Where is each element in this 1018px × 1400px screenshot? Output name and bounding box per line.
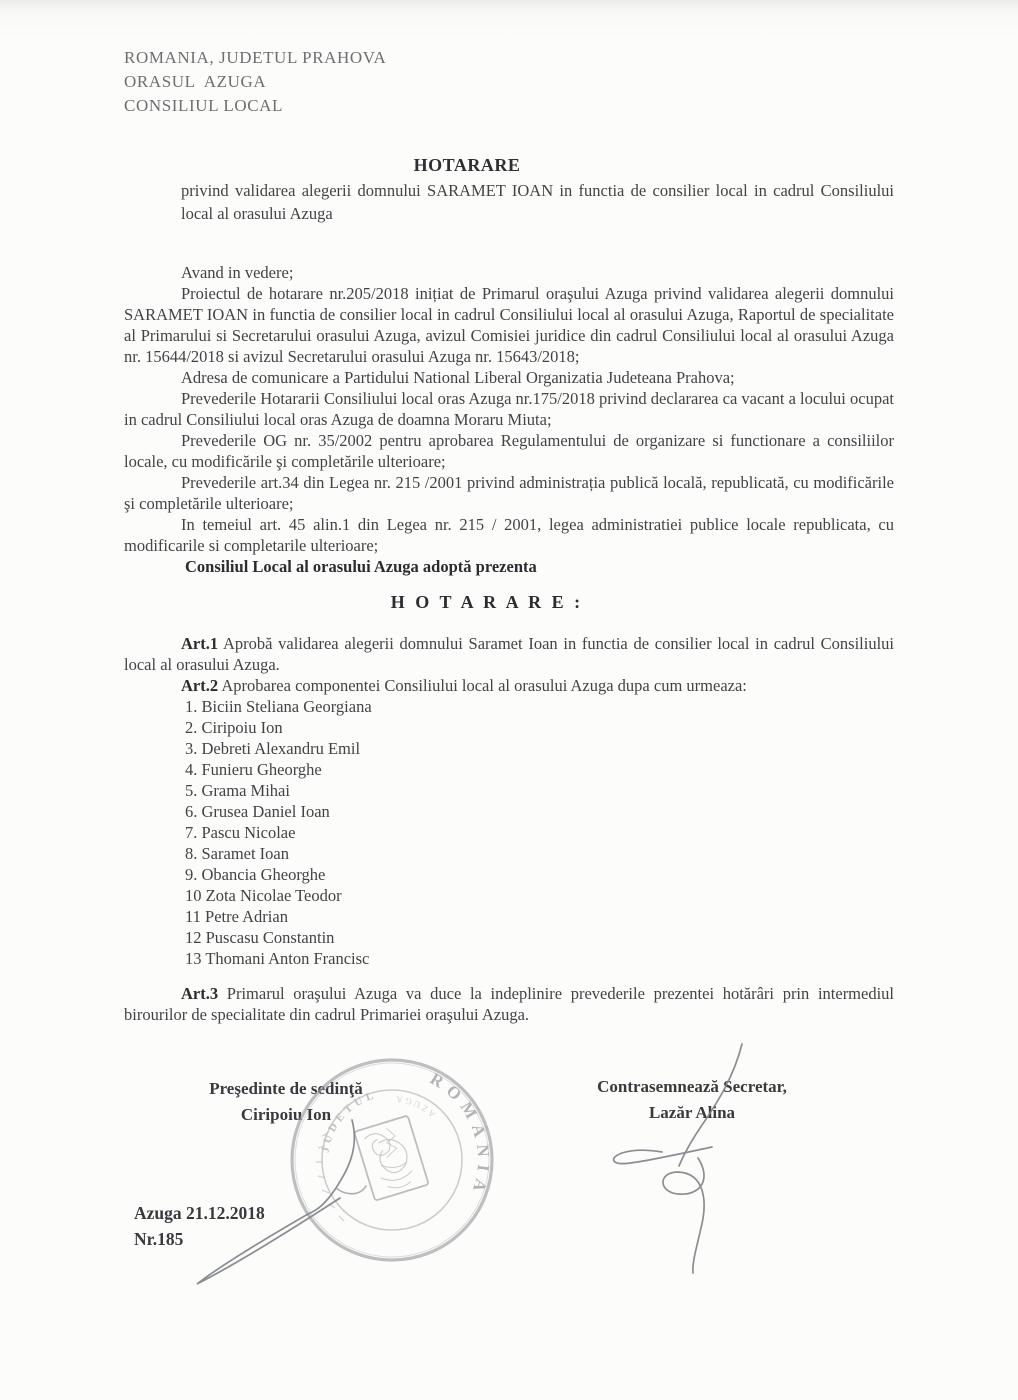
council-member-row: 5. Grama Mihai [185, 781, 290, 800]
issuer-header [124, 46, 894, 118]
council-member-row: 3. Debreti Alexandru Emil [185, 739, 361, 758]
article-2-label: Art.2 [181, 676, 219, 695]
council-member-row: 10 Zota Nicolae Teodor [185, 886, 342, 905]
council-member-row: 8. Saramet Ioan [185, 844, 290, 863]
preamble-item: Adresa de comunicare a Partidului National Liberal Organizatia Judeteana Prahova; [181, 368, 735, 387]
svg-text:ROMÂNIA [427, 1069, 494, 1201]
preamble-item: Proiectul de hotarare nr.205/2018 inițiat de Primarul oraşului Azuga privind validarea alegerii domnului SARAMET IOAN in functia de consilier local in cadrul Consiliului local al orasului Azuga, Raportul de specialitate al Primarului si Secretarului orasului Azuga, avizul Comisiei juridice din cadrul Consiliului local al orasului Azuga nr. 15644/2018 si avizul Secretarului orasului Azuga nr. 15643/2018; [124, 284, 894, 366]
issuer-city-line: ORASUL AZUGA [124, 72, 267, 91]
president-name: Ciripoiu Ion [240, 1105, 332, 1124]
council-member-row: 6. Grusea Daniel Ioan [185, 802, 330, 821]
article-1-label: Art.1 [181, 634, 219, 653]
council-member-row: 13 Thomani Anton Francisc [185, 949, 370, 968]
stamp-county-text: JUDETUL [319, 1088, 379, 1154]
article-3-label: Art.3 [181, 984, 219, 1003]
president-role-label: Preşedinte de sedinţă [209, 1079, 363, 1098]
council-member-row: 1. Biciin Steliana Georgiana [185, 697, 372, 716]
svg-text:AZUGA [393, 1094, 437, 1120]
secretary-signature-block [572, 1074, 812, 1126]
decision-heading: H O T A R A R E : [390, 592, 584, 612]
article-2 [124, 675, 894, 696]
article-2-text: Aprobarea componentei Consiliului local al orasului Azuga dupa cum urmeaza: [221, 676, 747, 695]
decision-number: Nr.185 [134, 1229, 184, 1249]
svg-text:JUDETUL [309, 1089, 387, 1156]
date-number-block [134, 1200, 265, 1252]
article-1 [124, 633, 894, 675]
article-3-text: Primarul oraşului Azuga va duce la indeplinire prevederile prezentei hotărâri prin intermediul birourilor de specialitate din cadrul Primariei oraşului Azuga. [124, 984, 895, 1024]
council-members-list [185, 696, 894, 969]
enactment-line: Consiliul Local al orasului Azuga adoptă prezenta [185, 557, 537, 576]
stamp-coat-of-arms [354, 1115, 429, 1200]
secretary-signature-flourish [663, 1158, 704, 1273]
official-round-stamp [284, 1052, 500, 1268]
document-body [124, 46, 894, 1025]
preamble-item: Prevederile Hotararii Consiliului local oras Azuga nr.175/2018 privind declararea ca vacant a locului ocupat in cadrul Consiliului local oras Azuga de doamna Moraru Miuta; [124, 389, 894, 429]
council-member-row: 12 Puscasu Constantin [185, 928, 335, 947]
preamble-intro: Avand in vedere; [181, 263, 294, 282]
council-member-row: 4. Funieru Gheorghe [185, 760, 322, 779]
secretary-role-label: Contrasemnează Secretar, [597, 1077, 787, 1096]
secretary-signature-strike [614, 1147, 712, 1164]
place-date: Azuga 21.12.2018 [134, 1203, 265, 1223]
council-member-row: 9. Obancia Gheorghe [185, 865, 326, 884]
council-member-row: 11 Petre Adrian [185, 907, 288, 926]
preamble-item: Prevederile OG nr. 35/2002 pentru aprobarea Regulamentului de organizare si functionare a consiliilor locale, cu modificările şi completările ulterioare; [124, 431, 894, 471]
council-member-row: 7. Pascu Nicolae [185, 823, 296, 842]
council-member-row: 2. Ciripoiu Ion [185, 718, 283, 737]
secretary-name: Lazăr Alina [648, 1103, 736, 1122]
document-title: HOTARARE [413, 155, 521, 175]
stamp-city-text: AZUGA [392, 1093, 438, 1120]
issuer-council-line: CONSILIUL LOCAL [124, 96, 283, 115]
preamble-item: In temeiul art. 45 alin.1 din Legea nr. 215 / 2001, legea administratiei publice locale republicata, cu modificarile si completarile ulterioare; [124, 515, 894, 555]
issuer-country-line: ROMANIA, JUDETUL PRAHOVA [124, 48, 387, 67]
stamp-country-text: ROMÂNIA [426, 1068, 494, 1201]
preamble-item: Prevederile art.34 din Legea nr. 215 /2001 privind administrația publică locală, republicată, cu modificările şi completările ulterioare; [124, 473, 894, 513]
article-1-text: Aprobă validarea alegerii domnului Saramet Ioan in functia de consilier local in cadrul Consiliului local al orasului Azuga. [124, 634, 895, 674]
preamble-section [124, 262, 894, 577]
article-3 [124, 983, 894, 1025]
document-subtitle: privind validarea alegerii domnului SARAMET IOAN in functia de consilier local in cadrul Consiliului local al orasului Azuga [181, 181, 894, 223]
